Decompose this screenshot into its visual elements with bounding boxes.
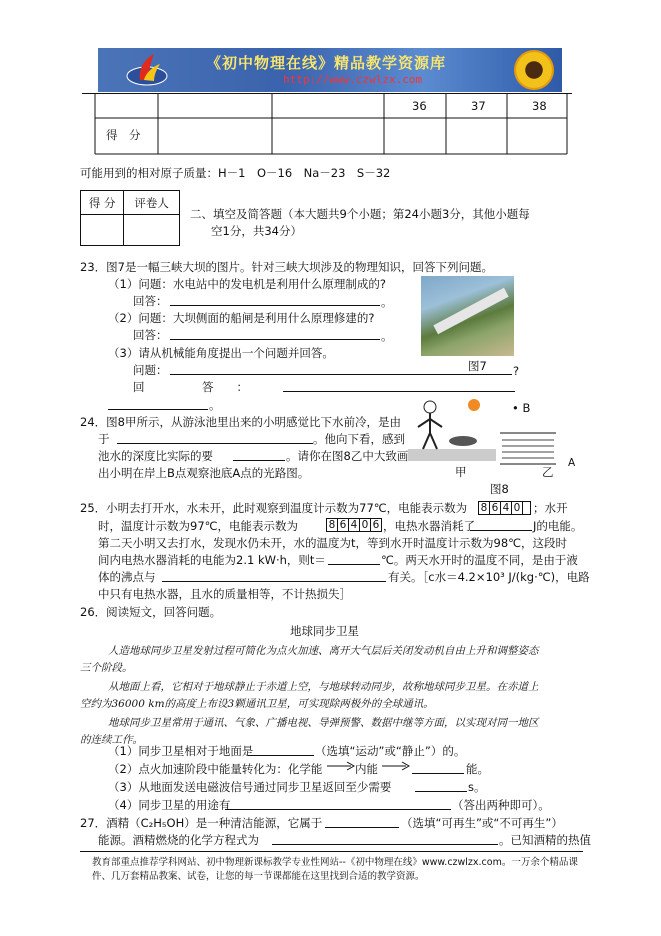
grader-name-header: 评卷人 (124, 191, 180, 215)
q25-line1: 25．小明去打开水，水未开，此时观察到温度计示数为77℃，电能表示数为 (80, 501, 468, 515)
score-col-37: 37 (471, 99, 486, 113)
q23-answer1-period: 。 (381, 295, 393, 309)
figure-8a-label: 甲 (455, 465, 467, 479)
q27-line1: 27．酒精（C₂H₅OH）是一种清洁能源，它属于 (80, 816, 323, 830)
three-gorges-dam-photo (421, 276, 514, 356)
q25-line5-end: 有关。［c水＝4.2×10³ J/(kg·℃)，电路 (388, 570, 590, 584)
q23-answer2-period: 。 (381, 329, 393, 343)
q27-equation-blank[interactable] (272, 832, 498, 845)
q23-answer1-blank[interactable] (170, 293, 380, 306)
q25-line2-end: J的电能。 (533, 519, 583, 533)
grader-name-cell[interactable] (124, 215, 180, 246)
q27-line2: 能源。酒精燃烧的化学方程式为 (98, 833, 259, 847)
q23-intro: 23．图7是一幅三峡大坝的图片。针对三峡大坝涉及的物理知识，回答下列问题。 (80, 260, 493, 274)
section2-heading: 二、填空及简答题（本大题共9个小题；第24小题3分，其他小题每 (190, 207, 530, 221)
q26-sub4-end: （答出两种即可）。 (452, 798, 550, 812)
score-col-36: 36 (412, 99, 427, 113)
score-table (82, 93, 572, 159)
banner-title: 《初中物理在线》精品教学资源库 (206, 54, 447, 72)
energy-meter-reading-2 (326, 518, 382, 532)
q25-line1-end: ；水开 (533, 501, 568, 515)
q25-boiling-blank[interactable] (162, 569, 386, 582)
q23-question1: （1）问题：水电站中的发电机是利用什么原理制成的? (108, 277, 386, 291)
score-col-38: 38 (532, 99, 547, 113)
q23-question3: （3）请从机械能角度提出一个问题并回答。 (108, 346, 334, 360)
q23-q3-label: 问题： (133, 363, 168, 377)
arrow-right-icon (327, 760, 355, 772)
score-table-grid (82, 93, 572, 155)
q26-paragraph2: 从地面上看，它相对于地球静止于赤道上空，与地球转动同步，故称地球同步卫星。在赤道上 (108, 681, 539, 693)
arrow-right-icon (382, 760, 410, 772)
q26-article-title: 地球同步卫星 (290, 624, 359, 638)
q23-answer2-label: 回答： (133, 328, 168, 342)
q25-line6: 中只有电热水器，且水的质量相等，不计热损失］ (98, 587, 351, 601)
q23-answer2-blank[interactable] (170, 327, 380, 340)
q26-paragraph3: 地球同步卫星常用于通讯、气象、广播电视、导弹预警、数据中继等方面，以实现对同一地区 (108, 717, 539, 729)
meter2-digit: 0 (360, 518, 371, 532)
q24-line3-start: 池水的深度比实际的要 (98, 449, 213, 463)
grader-score-cell[interactable] (81, 215, 124, 246)
banner-url[interactable]: http://www.czwlzx.com (283, 73, 423, 86)
footer-line2: 件、几万套精品教案、试卷，让您的每一节课都能在这里找到合适的教学资源。 (92, 871, 425, 882)
q24-line2-start: 于 (98, 432, 110, 446)
q26-sub1-end: （选填“运动”或“静止”）的。 (315, 744, 466, 758)
dam-wall (433, 288, 508, 334)
q23-answer3-label: 回 答 ： (133, 380, 248, 394)
q26-paragraph1-cont: 三个阶段。 (80, 662, 133, 674)
q26-sub3-end: s。 (468, 780, 486, 794)
swimmer-figure-a (408, 393, 496, 465)
q23-answer3-period: 。 (209, 398, 221, 412)
sunflower-icon (514, 50, 554, 90)
q25-line3: 第二天小明又去打水，发现水仍未开，水的温度为t，等到水开时温度计示数为98℃，这段时 (98, 536, 568, 550)
meter2-digit: 4 (349, 518, 360, 532)
meter1-digit: 0 (512, 501, 523, 515)
q27-line2-end: 。已知酒精的热值 (499, 833, 591, 847)
q26-sub1: （1）同步卫星相对于地面是 (108, 744, 254, 758)
q26-intro: 26．阅读短文，回答问题。 (80, 605, 222, 619)
point-a-label: A (568, 457, 576, 469)
q25-line4: 间内电热水器消耗的电能为2.1 kW·h，则t＝ (98, 553, 326, 567)
footer-line1: 教育部重点推荐学科网站、初中物理新课标教学专业性网站--《初中物理在线》www.czwlzx.com。一万余个精品课 (92, 857, 578, 868)
q26-motion-blank[interactable] (248, 743, 314, 756)
q26-paragraph2-cont: 空约为36000 km的高度上布设3颗通讯卫星，可实现除两极外的全球通讯。 (80, 698, 434, 710)
q26-sub2-end: 能。 (466, 762, 489, 776)
energy-meter-reading-1 (478, 501, 531, 515)
q24-line4: 出小明在岸上B点观察池底A点的光路图。 (98, 466, 310, 480)
point-b-label: • B (512, 401, 531, 415)
q26-paragraph3-cont: 的连续工作。 (80, 734, 143, 746)
q25-line2-mid: ，电热水器消耗了 (383, 519, 475, 533)
q23-q3-mark: ? (513, 364, 520, 378)
meter1-digit-empty (523, 501, 531, 515)
q26-energy-blank[interactable] (412, 761, 464, 774)
q24-line1: 24．图8甲所示，从游泳池里出来的小明感觉比下水前冷，是由 (80, 415, 401, 429)
q25-line5: 体的沸点与 (98, 570, 156, 584)
q24-line2-end: 。他向下看，感到 (313, 432, 405, 446)
q24-line3-end: 。请你在图8乙中大致画 (286, 449, 409, 463)
q26-time-blank[interactable] (415, 779, 467, 792)
q25-temperature-blank[interactable] (328, 552, 380, 565)
q23-answer1-label: 回答： (133, 294, 168, 308)
q27-energy-type-blank[interactable] (325, 815, 399, 828)
pool-diagram-b (500, 430, 556, 466)
meter2-digit: 6 (338, 518, 349, 532)
grader-table (80, 190, 180, 246)
meter2-digit: 8 (326, 518, 338, 532)
q25-line4-end: ℃。两天水开时的温度不同，是由于液 (381, 553, 578, 567)
score-row-label: 得 分 (106, 128, 141, 142)
figure-8b-label: 乙 (542, 465, 554, 479)
q23-question2: （2）问题：大坝侧面的船闸是利用什么原理修建的? (108, 311, 375, 325)
q27-line1-end: （选填“可再生”或“不可再生”） (401, 816, 563, 830)
site-logo-icon (124, 50, 170, 90)
q23-answer3-blank[interactable] (283, 379, 515, 392)
q26-sub2: （2）点火加速阶段中能量转化为：化学能 (108, 762, 323, 776)
q25-energy-blank[interactable] (470, 518, 532, 531)
meter1-digit: 8 (478, 501, 490, 515)
q26-sub4: （4）同步卫星的用途有 (108, 798, 231, 812)
q26-paragraph1: 人造地球同步卫星发射过程可简化为点火加速、离开大气层后关闭发动机自由上升和调整姿态 (108, 645, 539, 657)
footer-divider (80, 851, 583, 852)
q23-figure-label: 图7 (468, 359, 487, 373)
atomic-masses-line: 可能用到的相对原子质量：H－1 O－16 Na－23 S－32 (80, 166, 391, 180)
q24-depth-blank[interactable] (233, 448, 285, 461)
section2-heading-cont: 空1分，共34分） (211, 224, 302, 238)
meter2-digit: 6 (371, 518, 382, 532)
q26-uses-blank[interactable] (225, 797, 451, 810)
q23-answer3-blank-cont[interactable] (108, 397, 208, 410)
meter1-digit: 6 (490, 501, 501, 515)
q26-sub3: （3）从地面发送电磁波信号通过同步卫星返回至少需要 (108, 780, 392, 794)
header-banner (98, 48, 562, 92)
q26-sub2-mid: 内能 (355, 762, 378, 776)
meter1-digit: 4 (501, 501, 512, 515)
q24-reason-blank[interactable] (117, 431, 313, 444)
q25-line2: 时，温度计示数为97℃，电能表示数为 (98, 519, 299, 533)
grader-score-header: 得 分 (81, 191, 124, 215)
q24-figure-label: 图8 (490, 482, 509, 496)
q23-q3-blank[interactable] (170, 362, 512, 375)
